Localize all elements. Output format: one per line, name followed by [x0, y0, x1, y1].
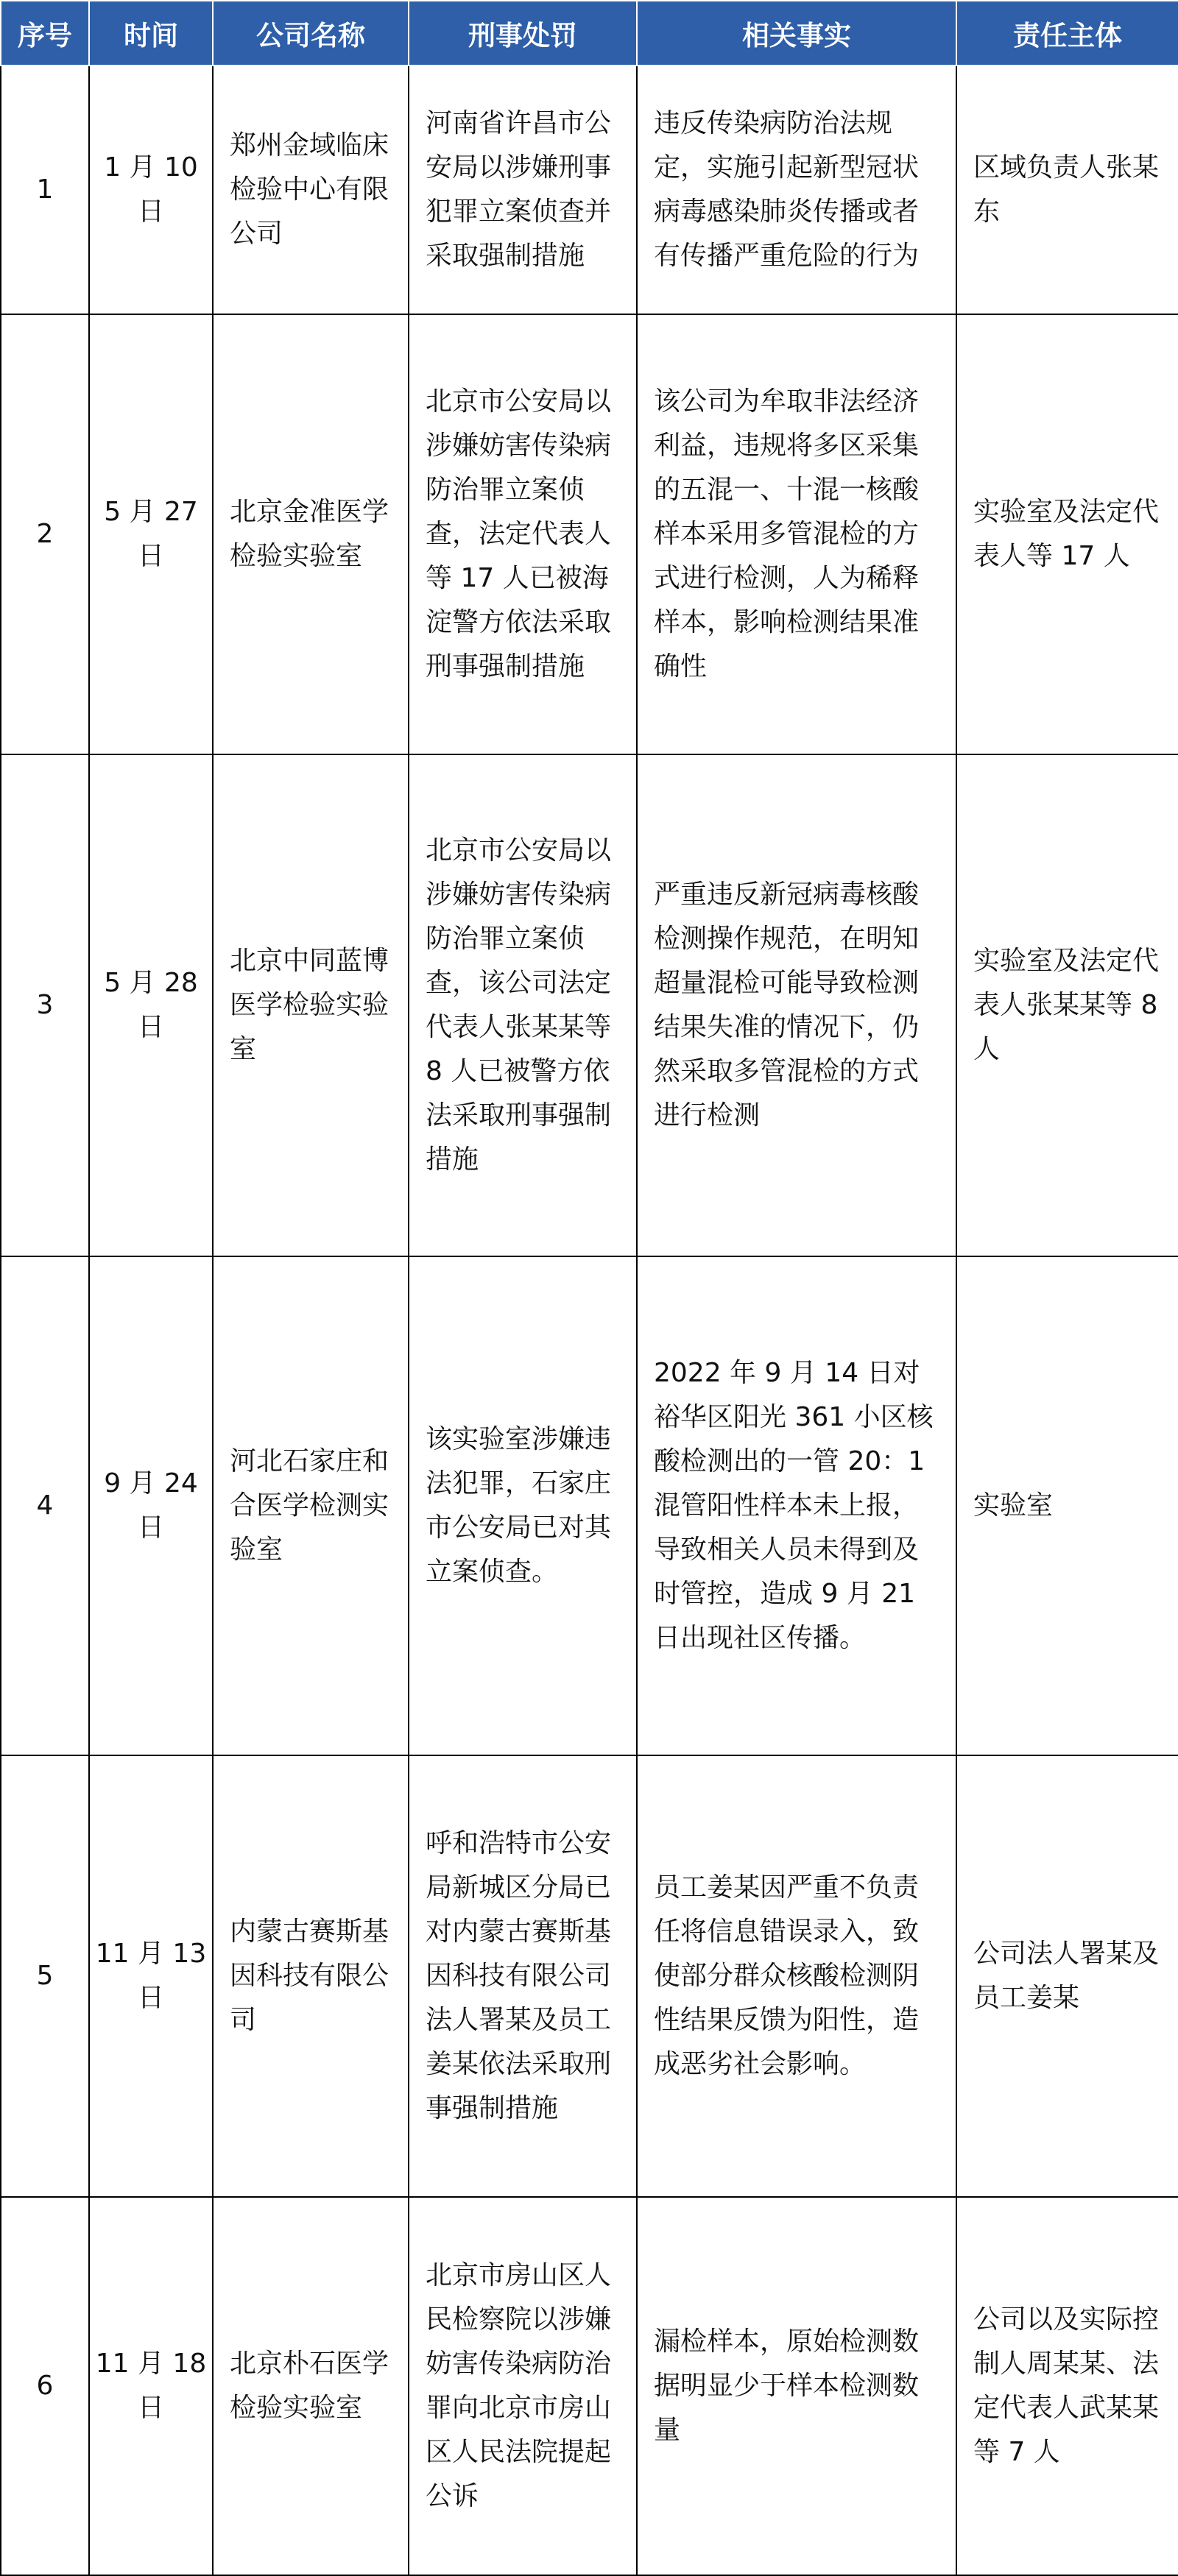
header-facts: 相关事实 [637, 1, 956, 66]
cell-facts: 漏检样本，原始检测数据明显少于样本检测数量 [637, 2197, 956, 2575]
cell-penalty: 北京市公安局以涉嫌妨害传染病防治罪立案侦查，该公司法定代表人张某某等 8 人已被警方依法采取刑事强制措施 [409, 754, 637, 1256]
cell-facts: 严重违反新冠病毒核酸检测操作规范，在明知超量混检可能导致检测结果失准的情况下，仍然采取多管混检的方式进行检测 [637, 754, 956, 1256]
cell-penalty: 北京市公安局以涉嫌妨害传染病防治罪立案侦查，法定代表人等 17 人已被海淀警方依法采取刑事强制措施 [409, 314, 637, 754]
cell-index: 1 [1, 66, 89, 314]
header-company: 公司名称 [213, 1, 409, 66]
cell-index: 5 [1, 1755, 89, 2197]
cell-company: 郑州金域临床检验中心有限公司 [213, 66, 409, 314]
header-date: 时间 [89, 1, 213, 66]
table-row [1, 754, 1178, 1256]
cell-subject: 公司法人署某及员工姜某 [956, 1755, 1178, 2197]
table-row [1, 1755, 1178, 2197]
cell-subject: 实验室 [956, 1256, 1178, 1755]
cell-date: 11 月 13 日 [89, 1755, 213, 2197]
cell-date: 1 月 10 日 [89, 66, 213, 314]
cell-subject: 实验室及法定代表人张某某等 8 人 [956, 754, 1178, 1256]
cell-facts: 该公司为牟取非法经济利益，违规将多区采集的五混一、十混一核酸样本采用多管混检的方式进行检测，人为稀释样本，影响检测结果准确性 [637, 314, 956, 754]
header-subject: 责任主体 [956, 1, 1178, 66]
cell-company: 北京金准医学检验实验室 [213, 314, 409, 754]
cell-penalty: 呼和浩特市公安局新城区分局已对内蒙古赛斯基因科技有限公司法人署某及员工姜某依法采取刑事强制措施 [409, 1755, 637, 2197]
cell-date: 5 月 27 日 [89, 314, 213, 754]
cell-date: 11 月 18 日 [89, 2197, 213, 2575]
cell-penalty: 河南省许昌市公安局以涉嫌刑事犯罪立案侦查并采取强制措施 [409, 66, 637, 314]
cell-company: 北京朴石医学检验实验室 [213, 2197, 409, 2575]
table-row [1, 66, 1178, 314]
cell-penalty: 该实验室涉嫌违法犯罪，石家庄市公安局已对其立案侦查。 [409, 1256, 637, 1755]
table-row [1, 2197, 1178, 2575]
cell-index: 3 [1, 754, 89, 1256]
cell-facts: 2022 年 9 月 14 日对裕华区阳光 361 小区核酸检测出的一管 20：1 混管阳性样本未上报，导致相关人员未得到及时管控，造成 9 月 21 日出现社区传播。 [637, 1256, 956, 1755]
cell-company: 河北石家庄和合医学检测实验室 [213, 1256, 409, 1755]
cell-company: 北京中同蓝博医学检验实验室 [213, 754, 409, 1256]
cell-index: 6 [1, 2197, 89, 2575]
cell-index: 2 [1, 314, 89, 754]
table-header-row [1, 1, 1178, 66]
cell-facts: 违反传染病防治法规定，实施引起新型冠状病毒感染肺炎传播或者有传播严重危险的行为 [637, 66, 956, 314]
cell-company: 内蒙古赛斯基因科技有限公司 [213, 1755, 409, 2197]
cell-date: 9 月 24 日 [89, 1256, 213, 1755]
cell-facts: 员工姜某因严重不负责任将信息错误录入，致使部分群众核酸检测阴性结果反馈为阳性，造成恶劣社会影响。 [637, 1755, 956, 2197]
cell-subject: 实验室及法定代表人等 17 人 [956, 314, 1178, 754]
cell-index: 4 [1, 1256, 89, 1755]
header-index: 序号 [1, 1, 89, 66]
cell-date: 5 月 28 日 [89, 754, 213, 1256]
header-penalty: 刑事处罚 [409, 1, 637, 66]
table-row [1, 1256, 1178, 1755]
table-row [1, 314, 1178, 754]
cell-penalty: 北京市房山区人民检察院以涉嫌妨害传染病防治罪向北京市房山区人民法院提起公诉 [409, 2197, 637, 2575]
cell-subject: 区域负责人张某东 [956, 66, 1178, 314]
cell-subject: 公司以及实际控制人周某某、法定代表人武某某等 7 人 [956, 2197, 1178, 2575]
